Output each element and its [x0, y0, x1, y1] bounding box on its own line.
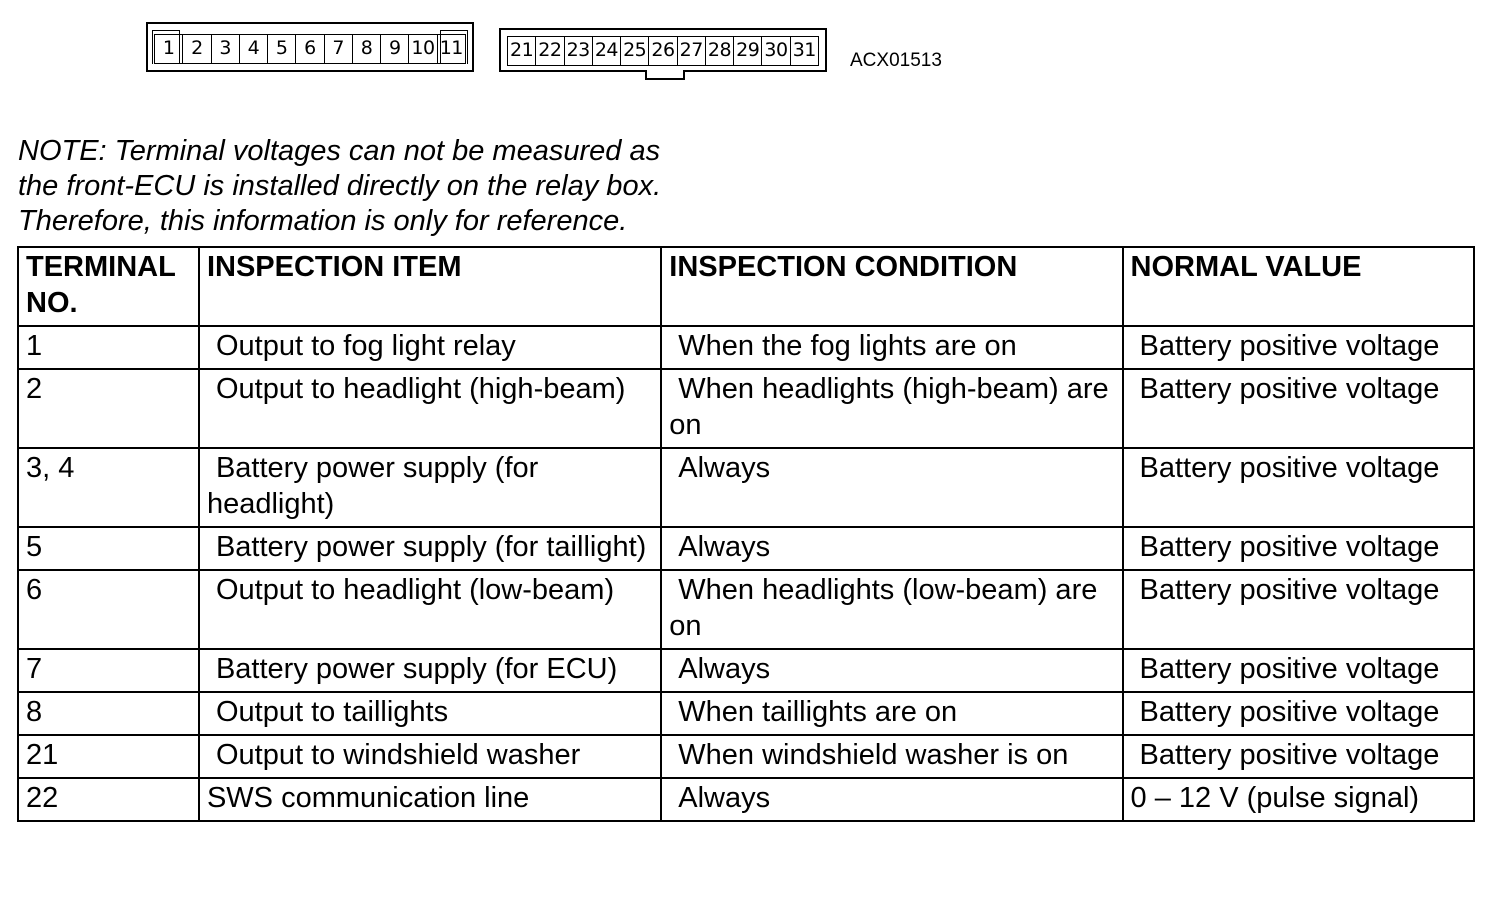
cell-item: Output to headlight (low-beam)	[199, 570, 661, 649]
connector-b-pin: 23	[565, 37, 593, 65]
header-normal-value: NORMAL VALUE	[1123, 247, 1474, 326]
cell-terminal: 7	[18, 649, 199, 692]
cell-item: Battery power supply (for ECU)	[199, 649, 661, 692]
cell-value: Battery positive voltage	[1123, 692, 1474, 735]
connector-a-pin: 8	[353, 35, 381, 63]
connector-a-diagram	[146, 22, 474, 72]
cell-condition: When the fog lights are on	[661, 326, 1122, 369]
connector-b-diagram	[499, 28, 827, 72]
table-row	[18, 778, 1474, 821]
connector-a-pin: 5	[268, 35, 296, 63]
connector-a-pin: 9	[381, 35, 409, 63]
connector-a-pin: 2	[183, 35, 211, 63]
cell-item: Output to fog light relay	[199, 326, 661, 369]
connector-b-pin: 31	[792, 39, 816, 61]
cell-value: 0 – 12 V (pulse signal)	[1123, 778, 1474, 821]
connector-b-pin: 26	[649, 37, 677, 65]
cell-item: Battery power supply (for headlight)	[199, 448, 661, 527]
connector-b-pin: 22	[536, 37, 564, 65]
cell-terminal: 8	[18, 692, 199, 735]
cell-condition: Always	[661, 649, 1122, 692]
table-row	[18, 735, 1474, 778]
cell-condition: Always	[661, 778, 1122, 821]
cell-condition: Always	[661, 527, 1122, 570]
cell-terminal: 6	[18, 570, 199, 649]
cell-value: Battery positive voltage	[1123, 369, 1474, 448]
connector-a-pin: 11	[439, 37, 463, 59]
connector-a-pin: 1	[155, 35, 183, 63]
connector-b-pin: 24	[593, 37, 621, 65]
cell-terminal: 2	[18, 369, 199, 448]
cell-condition: When windshield washer is on	[661, 735, 1122, 778]
connector-a-pin: 10	[409, 35, 437, 63]
connector-a-pin: 6	[296, 35, 324, 63]
header-inspection-item: INSPECTION ITEM	[199, 247, 661, 326]
header-inspection-condition: INSPECTION CONDITION	[661, 247, 1122, 326]
table-row	[18, 692, 1474, 735]
cell-item: Battery power supply (for taillight)	[199, 527, 661, 570]
cell-terminal: 5	[18, 527, 199, 570]
cell-value: Battery positive voltage	[1123, 326, 1474, 369]
cell-condition: When headlights (high-beam) are on	[661, 369, 1122, 448]
cell-item: Output to headlight (high-beam)	[199, 369, 661, 448]
cell-value: Battery positive voltage	[1123, 448, 1474, 527]
table-row	[18, 527, 1474, 570]
cell-item: Output to windshield washer	[199, 735, 661, 778]
connector-a-pin: 3	[212, 35, 240, 63]
cell-condition: Always	[661, 448, 1122, 527]
cell-item: SWS communication line	[199, 778, 661, 821]
cell-terminal: 21	[18, 735, 199, 778]
connector-a-pin: 4	[240, 35, 268, 63]
cell-item: Output to taillights	[199, 692, 661, 735]
table-row	[18, 369, 1474, 448]
connector-a-pins	[154, 34, 466, 64]
note-line: NOTE: Terminal voltages can not be measured as	[18, 135, 661, 167]
cell-value: Battery positive voltage	[1123, 649, 1474, 692]
table-header-row	[18, 247, 1474, 326]
figure-code: ACX01513	[850, 50, 942, 71]
connector-b-pin: 27	[678, 37, 706, 65]
cell-condition: When headlights (low-beam) are on	[661, 570, 1122, 649]
cell-terminal: 1	[18, 326, 199, 369]
table-row	[18, 649, 1474, 692]
note-line: Therefore, this information is only for reference.	[18, 205, 628, 237]
cell-terminal: 22	[18, 778, 199, 821]
connector-b-pin: 29	[734, 37, 762, 65]
connector-b-pin: 21	[508, 37, 536, 65]
cell-condition: When taillights are on	[661, 692, 1122, 735]
header-terminal-no: TERMINAL NO.	[18, 247, 199, 326]
terminal-inspection-table	[17, 246, 1475, 822]
connector-b-lock-tab	[645, 70, 685, 80]
reference-note	[18, 134, 661, 239]
table-row	[18, 570, 1474, 649]
cell-value: Battery positive voltage	[1123, 570, 1474, 649]
connector-b-pins	[507, 36, 819, 66]
connector-b-pin: 30	[762, 37, 790, 65]
connector-b-pin: 25	[621, 37, 649, 65]
connector-a-pin: 7	[325, 35, 353, 63]
table-row	[18, 448, 1474, 527]
cell-value: Battery positive voltage	[1123, 735, 1474, 778]
note-line: the front-ECU is installed directly on the relay box.	[18, 170, 662, 202]
cell-terminal: 3, 4	[18, 448, 199, 527]
connector-b-pin: 28	[706, 37, 734, 65]
cell-value: Battery positive voltage	[1123, 527, 1474, 570]
table-row	[18, 326, 1474, 369]
